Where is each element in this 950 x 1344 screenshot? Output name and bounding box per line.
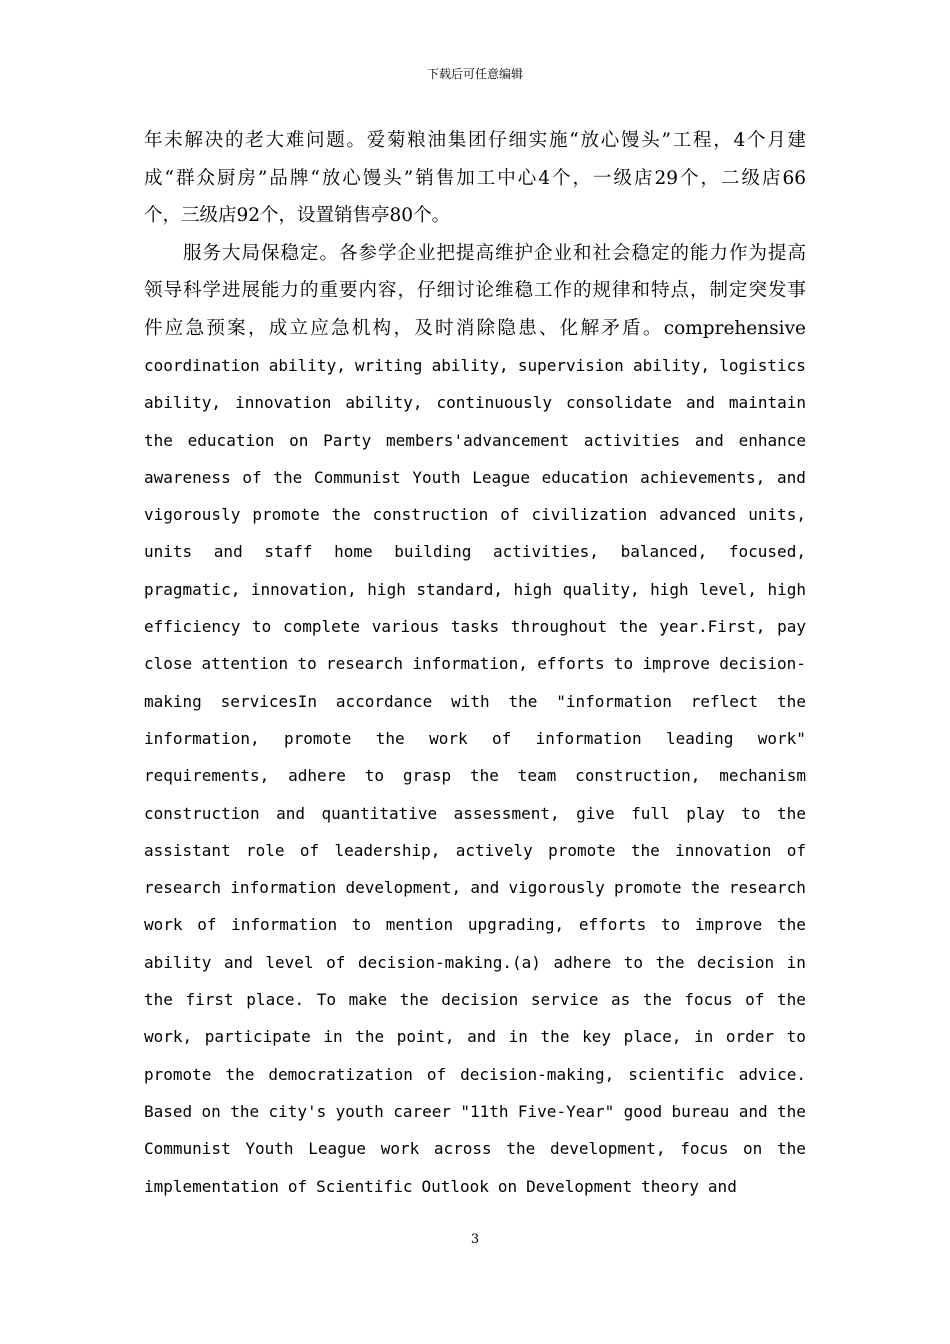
word: requirements, [144, 766, 270, 786]
word: and [707, 1176, 737, 1196]
word: high [513, 579, 553, 599]
word: enhance [738, 430, 806, 450]
word: as [610, 990, 631, 1010]
text-line: 件应急预案，成立应急机构，及时消除隐患、化解矛盾。comprehensive [144, 317, 806, 339]
word: of [299, 840, 320, 860]
word: servicesIn [220, 691, 317, 711]
word: "11th [460, 1101, 509, 1121]
word: point, [396, 1027, 455, 1047]
word: decision-making.(a) [357, 952, 541, 972]
word: advice. [738, 1064, 806, 1084]
word: Development [526, 1176, 633, 1196]
word: information [535, 728, 642, 748]
word: research [728, 878, 806, 898]
word: order [725, 1027, 775, 1047]
word: team [517, 766, 557, 786]
word: of [786, 840, 806, 860]
word: maintain [728, 393, 806, 413]
text-line [144, 906, 806, 943]
word: improve [642, 654, 710, 674]
text-line [144, 384, 806, 421]
word: ability, [431, 356, 509, 375]
word: the [230, 1101, 260, 1121]
text-line [144, 1093, 806, 1130]
word: and [686, 393, 715, 413]
word: on [289, 430, 309, 450]
word: Party [323, 430, 372, 450]
word: the [540, 1027, 570, 1047]
word: the [642, 990, 672, 1010]
word: League [472, 467, 530, 487]
word: the [331, 505, 361, 525]
text-line: 年未解决的老大难问题。爱菊粮油集团仔细实施“放心馒头”工程，4个月建 [144, 130, 806, 151]
word: place, [623, 1027, 682, 1047]
word: and [223, 952, 253, 972]
word: grasp [402, 766, 452, 786]
word: complete [283, 617, 361, 637]
word: quality, [562, 579, 640, 599]
word: in [323, 1027, 343, 1047]
word: high [367, 579, 406, 599]
word: activities, [492, 542, 599, 562]
word: pay [777, 617, 806, 637]
word: focus [684, 990, 733, 1010]
word: promote [614, 878, 682, 898]
word: the [776, 915, 806, 935]
word: scientific [628, 1064, 725, 1084]
word: of [287, 1176, 308, 1196]
word: to [786, 1027, 806, 1047]
english-paragraph [144, 347, 806, 1205]
text-line [144, 981, 806, 1018]
word: ability, [144, 393, 222, 413]
text-line: 服务大局保稳定。各参学企业把提高维护企业和社会稳定的能力作为提高 [144, 242, 806, 264]
text-line: 成“群众厨房”品牌“放心馒头”销售加工中心4个，一级店29个，二级店66 [144, 167, 806, 189]
text-line [144, 1130, 806, 1167]
word: the [630, 840, 660, 860]
text-line [144, 347, 806, 384]
word: construction [372, 505, 489, 525]
word: first [185, 990, 234, 1010]
word: key [582, 1027, 611, 1047]
word: attention [201, 654, 289, 674]
word: tasks [450, 617, 500, 637]
word: promote [144, 1064, 212, 1084]
word: the [777, 803, 806, 823]
word: the [225, 1064, 255, 1084]
word: make [348, 990, 388, 1010]
word: assistant [144, 840, 231, 860]
word: on [497, 1176, 518, 1196]
word: efforts [578, 915, 647, 935]
word: making [144, 691, 202, 711]
word: activities [583, 430, 681, 450]
word: and [776, 467, 806, 487]
word: supervision [517, 356, 624, 375]
text-line [144, 1018, 806, 1055]
word: play [686, 803, 725, 823]
word: assessment, [453, 803, 560, 823]
word: city's [268, 1101, 327, 1121]
word: coordination [144, 356, 260, 375]
text-line [144, 757, 806, 794]
word: theory [641, 1176, 699, 1196]
word: promote [548, 840, 616, 860]
word: level, [699, 579, 757, 599]
word: the [655, 952, 685, 972]
word: research [325, 654, 404, 674]
word: decision [697, 952, 775, 972]
word: high [767, 579, 806, 599]
word: units, [748, 505, 806, 525]
word: bureau [671, 1101, 730, 1121]
word: promote [283, 728, 352, 748]
word: education [187, 430, 275, 450]
word: work, [144, 1027, 193, 1047]
word: and [276, 803, 306, 823]
text-line [144, 1168, 806, 1205]
word: advanced [659, 505, 737, 525]
word: ability, [268, 356, 346, 375]
word: improve [694, 915, 763, 935]
word: the [776, 1139, 806, 1159]
word: Five-Year" [517, 1101, 615, 1121]
word: ability [144, 952, 212, 972]
word: work [429, 728, 468, 748]
word: ability, [345, 393, 423, 413]
word: work [380, 1139, 420, 1159]
word: innovation [675, 840, 772, 860]
word: continuously [436, 393, 553, 413]
word: decision- [719, 654, 806, 674]
text-line [144, 944, 806, 981]
word: on [201, 1101, 221, 1121]
word: good [623, 1101, 663, 1121]
word: and [470, 878, 500, 898]
word: of [500, 505, 520, 525]
word: civilization [531, 505, 648, 525]
word: the [355, 1027, 385, 1047]
text-line [144, 720, 806, 757]
word: focus [680, 1139, 729, 1159]
word: innovation, [250, 579, 357, 599]
word: the [144, 430, 173, 450]
text-line [144, 869, 806, 906]
word: To [316, 990, 336, 1010]
word: building [394, 542, 472, 562]
word: the [399, 990, 429, 1010]
word: vigorously [508, 878, 605, 898]
word: efficiency [144, 617, 241, 637]
word: education [541, 467, 629, 487]
document-body [144, 122, 806, 1205]
word: the [690, 878, 720, 898]
word: of [745, 990, 765, 1010]
word: on [743, 1139, 763, 1159]
word: the [508, 691, 538, 711]
word: League [308, 1139, 367, 1159]
page-header: 下载后可任意编辑 [426, 67, 523, 81]
word: units [144, 542, 193, 562]
word: the [776, 1101, 806, 1121]
word: the [469, 766, 499, 786]
word: work [144, 915, 183, 935]
word: construction [144, 803, 260, 823]
word: pragmatic, [144, 579, 241, 599]
word: and [467, 1027, 497, 1047]
word: adhere [553, 952, 612, 972]
word: to [741, 803, 761, 823]
word: actively [455, 840, 533, 860]
word: achievements, [640, 467, 766, 487]
text-line: 个，三级店92个，设置销售亭80个。 [144, 205, 451, 226]
text-line [144, 533, 806, 570]
word: Outlook [421, 1176, 489, 1196]
word: across [433, 1139, 492, 1159]
word: awareness [144, 467, 231, 487]
word: career [393, 1101, 451, 1121]
text-line [144, 1056, 806, 1093]
word: consolidate [566, 393, 673, 413]
word: Communist [144, 1139, 231, 1159]
word: in [693, 1027, 714, 1047]
word: vigorously [144, 505, 241, 525]
word: staff [264, 542, 313, 562]
word: writing [355, 356, 423, 375]
text-line [144, 571, 806, 608]
word: accordance [335, 691, 433, 711]
word: Scientific [316, 1176, 413, 1196]
word: to [613, 654, 634, 674]
word: in [508, 1027, 528, 1047]
word: of [491, 728, 512, 748]
word: throughout [510, 617, 608, 637]
word: Youth [412, 467, 461, 487]
word: implementation [144, 1176, 279, 1196]
text-line [144, 795, 806, 832]
word: place. [246, 990, 305, 1010]
word: logistics [719, 356, 806, 375]
word: the [777, 691, 806, 711]
word: and [694, 430, 724, 450]
word: development, [549, 1139, 666, 1159]
word: the [375, 728, 405, 748]
word: and [738, 1101, 768, 1121]
word: to [660, 915, 681, 935]
word: information [231, 915, 338, 935]
word: various [371, 617, 440, 637]
word: focused, [728, 542, 806, 562]
text-line [144, 459, 806, 496]
word: to [351, 915, 372, 935]
word: innovation [235, 393, 332, 413]
word: high [650, 579, 689, 599]
word: of [426, 1064, 447, 1084]
word: Based [144, 1101, 193, 1121]
text-line [144, 683, 806, 720]
word: home [334, 542, 373, 562]
word: "information [556, 691, 672, 711]
text-line: 领导科学进展能力的重要内容，仔细讨论维稳工作的规律和特点，制定突发事 [144, 280, 806, 301]
word: reflect [690, 691, 759, 711]
word: of [326, 952, 346, 972]
word: mechanism [719, 766, 806, 786]
text-line [144, 608, 806, 645]
word: efforts [537, 654, 605, 674]
word: standard, [416, 579, 504, 599]
word: decision-making, [460, 1064, 615, 1084]
word: the [506, 1139, 536, 1159]
word: adhere [288, 766, 346, 786]
word: of [197, 915, 217, 935]
word: youth [335, 1101, 384, 1121]
word: ability, [632, 356, 711, 375]
word: democratization [268, 1064, 413, 1084]
word: development, [345, 878, 462, 898]
word: decision [441, 990, 519, 1010]
word: role [246, 840, 285, 860]
word: the [144, 990, 173, 1010]
word: work" [757, 728, 806, 748]
word: to [623, 952, 644, 972]
word: research [144, 878, 222, 898]
word: leading [665, 728, 734, 748]
word: close [144, 654, 193, 674]
text-line [144, 422, 806, 459]
word: information [230, 878, 337, 898]
word: quantitative [321, 803, 438, 823]
word: members'advancement [386, 430, 570, 450]
word: mention [385, 915, 454, 935]
text-line [144, 645, 806, 682]
word: the [273, 467, 303, 487]
word: leadership, [334, 840, 441, 860]
word: give [576, 803, 615, 823]
word: the [618, 617, 648, 637]
text-line [144, 496, 806, 533]
word: to [297, 654, 317, 674]
word: information, [412, 654, 528, 674]
word: Communist [313, 467, 401, 487]
word: year.First, [659, 617, 766, 637]
word: to [364, 766, 385, 786]
page-number: 3 [470, 1232, 480, 1247]
word: promote [252, 505, 320, 525]
word: full [631, 803, 670, 823]
word: the [777, 990, 806, 1010]
text-line [144, 832, 806, 869]
word: of [242, 467, 262, 487]
word: balanced, [620, 542, 708, 562]
word: participate [204, 1027, 311, 1047]
word: in [786, 952, 806, 972]
word: level [265, 952, 314, 972]
word: upgrading, [467, 915, 565, 935]
word: construction, [575, 766, 701, 786]
word: service [530, 990, 599, 1010]
word: with [451, 691, 490, 711]
word: information, [144, 728, 260, 748]
word: to [252, 617, 272, 637]
word: Youth [245, 1139, 294, 1159]
word: and [213, 542, 243, 562]
